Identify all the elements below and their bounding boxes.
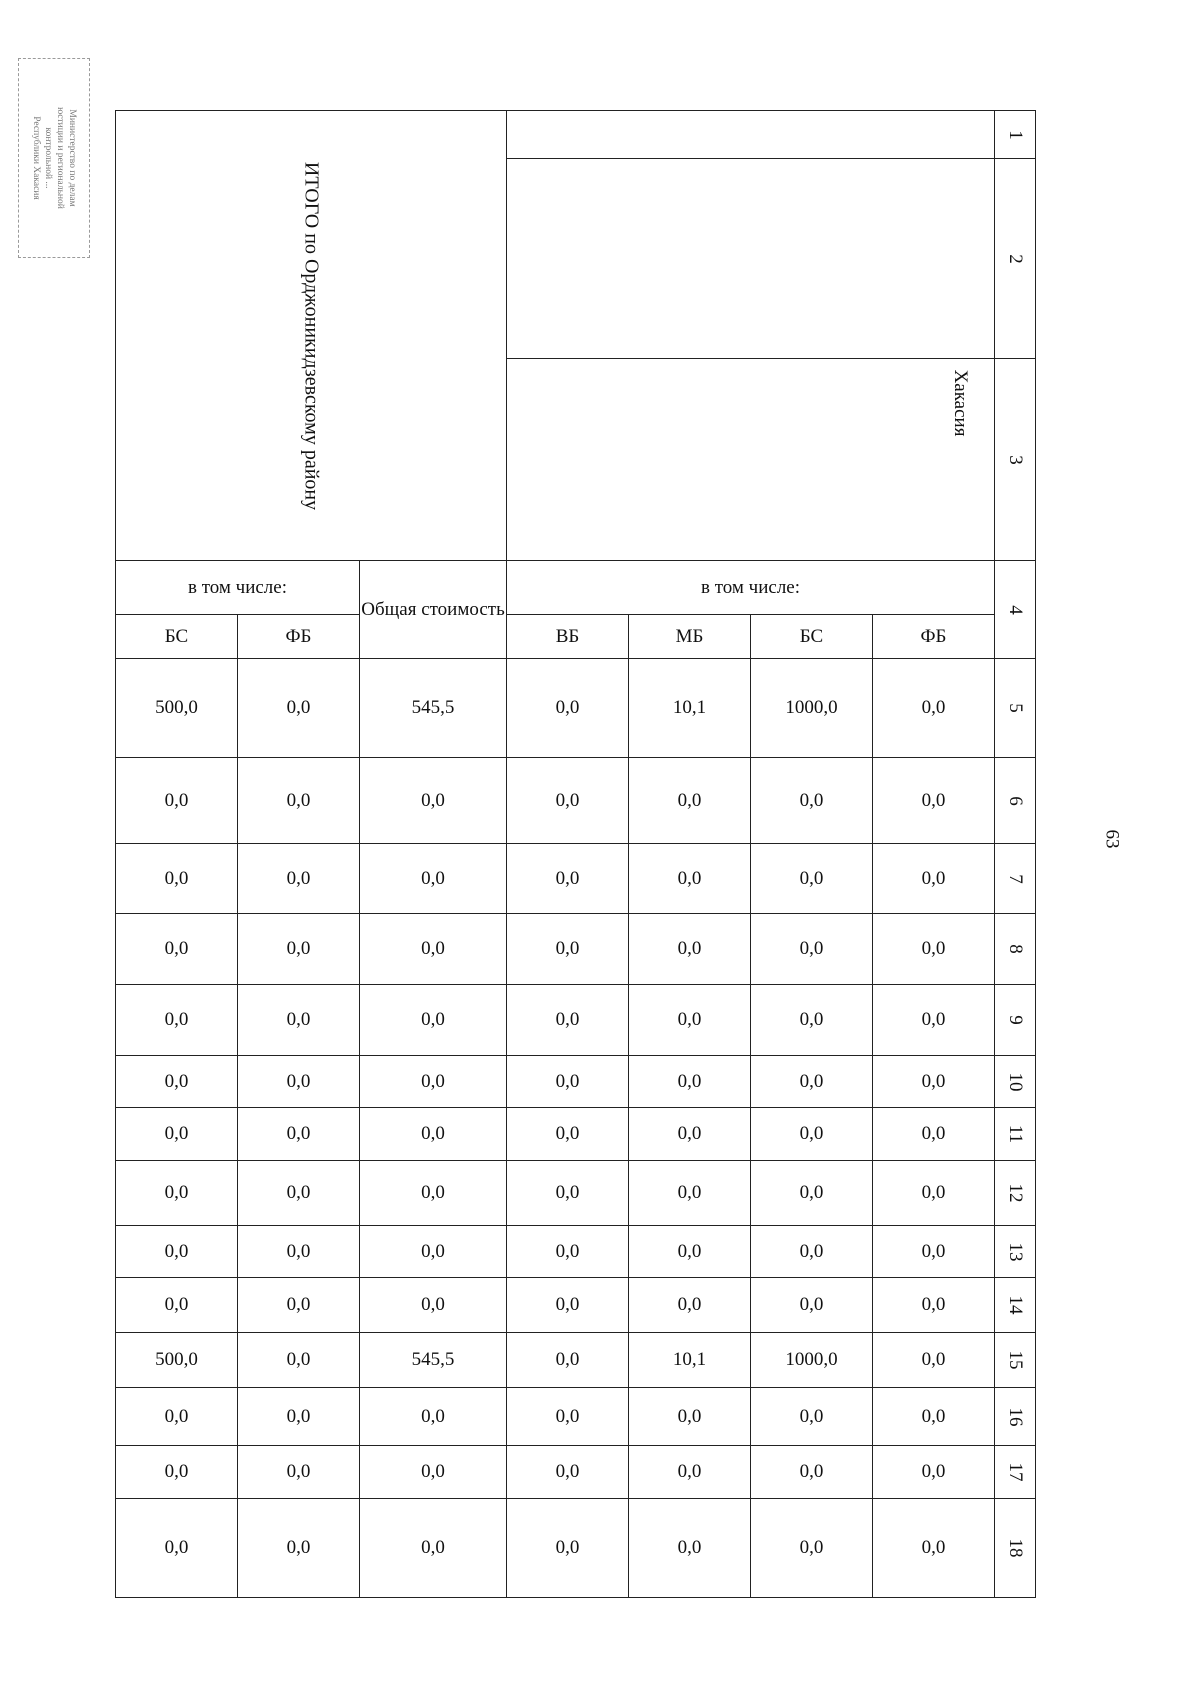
cell: 0,0 — [751, 1278, 873, 1333]
column-number: 13 — [995, 1226, 1036, 1278]
cell: 0,0 — [507, 1499, 629, 1598]
cell: 0,0 — [360, 1108, 507, 1161]
column-number: 1 — [995, 111, 1036, 159]
cell: 0,0 — [507, 914, 629, 985]
registration-stamp — [18, 58, 90, 258]
cell: 0,0 — [360, 985, 507, 1056]
cell: 0,0 — [507, 985, 629, 1056]
cell: 0,0 — [873, 985, 995, 1056]
district-total-title: ИТОГО по Орджоникидзевскому району — [300, 161, 323, 510]
column-number: 15 — [995, 1333, 1036, 1388]
cell: 0,0 — [629, 758, 751, 844]
cell: 0,0 — [238, 659, 360, 758]
cell: 0,0 — [507, 1446, 629, 1499]
cell: 0,0 — [873, 1278, 995, 1333]
column-number: 11 — [995, 1108, 1036, 1161]
cell: 0,0 — [873, 1226, 995, 1278]
fb-header-right: ФБ — [873, 615, 995, 659]
bs-header-right: БС — [751, 615, 873, 659]
cell: 0,0 — [116, 1388, 238, 1446]
cell: 0,0 — [238, 758, 360, 844]
column-number: 8 — [995, 914, 1036, 985]
cell: 0,0 — [116, 914, 238, 985]
mb-header: МБ — [629, 615, 751, 659]
region-cell — [507, 359, 995, 561]
table-row — [116, 758, 1036, 844]
cell: 0,0 — [360, 1056, 507, 1108]
cell: 0,0 — [238, 914, 360, 985]
cell: 0,0 — [238, 1278, 360, 1333]
cell: 0,0 — [873, 914, 995, 985]
cell: 0,0 — [873, 758, 995, 844]
budget-table — [115, 110, 1036, 1598]
cell: 0,0 — [629, 985, 751, 1056]
cell: 0,0 — [238, 985, 360, 1056]
table-row — [116, 1388, 1036, 1446]
cell: 0,0 — [873, 844, 995, 914]
cell: 0,0 — [873, 1333, 995, 1388]
bs-header-left: БС — [116, 615, 238, 659]
cell: 0,0 — [238, 1161, 360, 1226]
cell: 0,0 — [116, 1161, 238, 1226]
cell: 0,0 — [507, 1388, 629, 1446]
cell: 0,0 — [629, 844, 751, 914]
cell: 0,0 — [629, 1226, 751, 1278]
column-number: 3 — [995, 359, 1036, 561]
column-number: 5 — [995, 659, 1036, 758]
column-number: 4 — [995, 561, 1036, 659]
cell: 0,0 — [238, 1056, 360, 1108]
cell: 0,0 — [751, 758, 873, 844]
cell: 0,0 — [629, 1388, 751, 1446]
cell: 500,0 — [116, 659, 238, 758]
cell: 0,0 — [873, 1388, 995, 1446]
cell: 10,1 — [629, 659, 751, 758]
cell: 0,0 — [751, 1499, 873, 1598]
cell: 545,5 — [360, 659, 507, 758]
group-header-right: в том числе: — [507, 561, 995, 615]
table-row — [116, 1446, 1036, 1499]
column-number: 9 — [995, 985, 1036, 1056]
cell: 0,0 — [629, 1056, 751, 1108]
column-number: 12 — [995, 1161, 1036, 1226]
cell: 0,0 — [360, 1226, 507, 1278]
cell: 10,1 — [629, 1333, 751, 1388]
total-cost-header: Общая стоимость — [360, 561, 507, 659]
cell: 0,0 — [873, 659, 995, 758]
table-row — [116, 1108, 1036, 1161]
cell: 0,0 — [238, 1388, 360, 1446]
column-number: 17 — [995, 1446, 1036, 1499]
cell: 0,0 — [116, 758, 238, 844]
empty-cell — [507, 159, 995, 359]
cell: 0,0 — [629, 1161, 751, 1226]
cell: 0,0 — [238, 1499, 360, 1598]
cell: 0,0 — [360, 1278, 507, 1333]
table-row — [116, 659, 1036, 758]
cell: 0,0 — [238, 1226, 360, 1278]
cell: 1000,0 — [751, 659, 873, 758]
cell: 0,0 — [629, 1278, 751, 1333]
column-number: 10 — [995, 1056, 1036, 1108]
cell: 0,0 — [507, 1056, 629, 1108]
column-number: 18 — [995, 1499, 1036, 1598]
cell: 0,0 — [116, 1056, 238, 1108]
cell: 0,0 — [751, 1161, 873, 1226]
cell: 0,0 — [238, 1333, 360, 1388]
cell: 0,0 — [751, 985, 873, 1056]
cell: 0,0 — [507, 1333, 629, 1388]
column-number: 16 — [995, 1388, 1036, 1446]
cell: 0,0 — [507, 758, 629, 844]
cell: 500,0 — [116, 1333, 238, 1388]
cell: 0,0 — [507, 659, 629, 758]
cell: 0,0 — [360, 758, 507, 844]
cell: 0,0 — [507, 1278, 629, 1333]
cell: 0,0 — [873, 1056, 995, 1108]
cell: 0,0 — [116, 1446, 238, 1499]
cell: 0,0 — [360, 1446, 507, 1499]
cell: 0,0 — [507, 1226, 629, 1278]
cell: 0,0 — [873, 1108, 995, 1161]
fb-header-left: ФБ — [238, 615, 360, 659]
cell: 545,5 — [360, 1333, 507, 1388]
table-row — [116, 1499, 1036, 1598]
district-total-title-cell — [116, 111, 507, 561]
cell: 0,0 — [116, 1278, 238, 1333]
cell: 0,0 — [238, 1108, 360, 1161]
cell: 0,0 — [751, 1446, 873, 1499]
column-number: 2 — [995, 159, 1036, 359]
cell: 0,0 — [360, 844, 507, 914]
cell: 0,0 — [507, 844, 629, 914]
cell: 0,0 — [238, 844, 360, 914]
table-row — [116, 1333, 1036, 1388]
cell: 0,0 — [116, 1108, 238, 1161]
cell: 0,0 — [507, 1108, 629, 1161]
table-row — [116, 1161, 1036, 1226]
cell: 0,0 — [238, 1446, 360, 1499]
table-row — [116, 844, 1036, 914]
table-row — [116, 914, 1036, 985]
table-row — [116, 1278, 1036, 1333]
cell: 0,0 — [360, 914, 507, 985]
table-row — [116, 985, 1036, 1056]
region-name: Хакасия — [949, 369, 971, 437]
cell: 0,0 — [751, 844, 873, 914]
column-number: 14 — [995, 1278, 1036, 1333]
group-header-left: в том числе: — [116, 561, 360, 615]
cell: 0,0 — [751, 1226, 873, 1278]
table-row — [116, 1226, 1036, 1278]
cell: 0,0 — [629, 1446, 751, 1499]
empty-cell — [507, 111, 995, 159]
cell: 0,0 — [629, 914, 751, 985]
column-number: 6 — [995, 758, 1036, 844]
vb-header: ВБ — [507, 615, 629, 659]
cell: 0,0 — [116, 985, 238, 1056]
page-number: 63 — [1101, 829, 1123, 849]
table-row — [116, 1056, 1036, 1108]
cell: 0,0 — [751, 1108, 873, 1161]
cell: 0,0 — [360, 1161, 507, 1226]
column-number: 7 — [995, 844, 1036, 914]
cell: 0,0 — [751, 1388, 873, 1446]
cell: 0,0 — [116, 844, 238, 914]
cell: 0,0 — [360, 1499, 507, 1598]
cell: 0,0 — [873, 1499, 995, 1598]
cell: 0,0 — [751, 914, 873, 985]
cell: 0,0 — [116, 1499, 238, 1598]
cell: 0,0 — [360, 1388, 507, 1446]
cell: 0,0 — [507, 1161, 629, 1226]
cell: 0,0 — [629, 1108, 751, 1161]
stamp-text: Министерство по делам юстиции и региональной контрольной ... Республики Хакасия — [31, 107, 77, 209]
cell: 0,0 — [629, 1499, 751, 1598]
cell: 0,0 — [116, 1226, 238, 1278]
cell: 0,0 — [873, 1161, 995, 1226]
cell: 1000,0 — [751, 1333, 873, 1388]
cell: 0,0 — [873, 1446, 995, 1499]
cell: 0,0 — [751, 1056, 873, 1108]
